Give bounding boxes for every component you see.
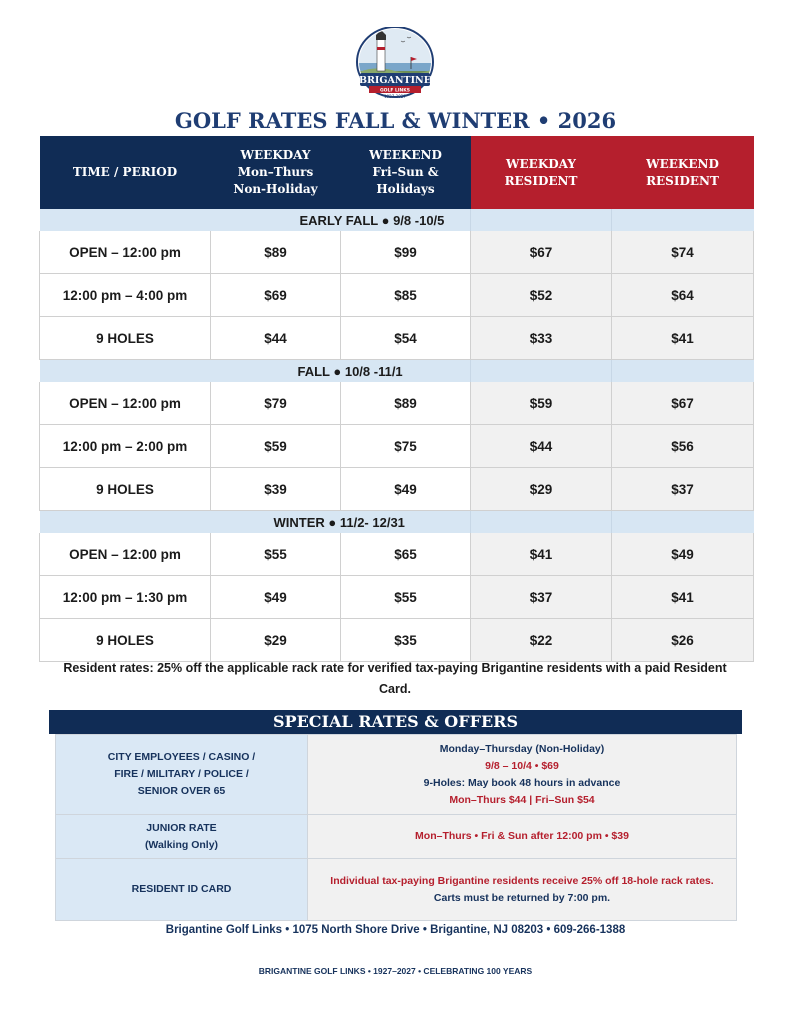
table-row <box>40 231 754 274</box>
table-row <box>40 425 754 468</box>
header-weekend: WEEKEND Fri–Sun & Holidays <box>341 136 471 209</box>
special-rates-heading: SPECIAL RATES & OFFERS <box>49 710 742 734</box>
weekend-rate: $65 <box>341 533 471 576</box>
table-row <box>40 274 754 317</box>
weekday-rate: $89 <box>211 231 341 274</box>
weekend-rate: $75 <box>341 425 471 468</box>
period-cell: OPEN – 12:00 pm <box>40 231 211 274</box>
table-row <box>40 317 754 360</box>
period-cell: 9 HOLES <box>40 468 211 511</box>
weekend-resident-rate: $41 <box>612 317 754 360</box>
weekday-resident-rate: $67 <box>471 231 612 274</box>
section-row <box>40 209 754 231</box>
golf-rates-table <box>39 136 754 662</box>
header-weekday: WEEKDAY Mon–Thurs Non-Holiday <box>211 136 341 209</box>
period-cell: OPEN – 12:00 pm <box>40 533 211 576</box>
logo-sub: GOLF LINKS <box>379 88 411 94</box>
weekend-rate: $99 <box>341 231 471 274</box>
weekday-rate: $79 <box>211 382 341 425</box>
header-weekday-resident: WEEKDAY RESIDENT <box>471 136 612 209</box>
weekday-resident-rate: $52 <box>471 274 612 317</box>
city-employees-label: CITY EMPLOYEES / CASINO / FIRE / MILITARY / POLICE / SENIOR OVER 65 <box>56 735 308 815</box>
weekday-resident-rate: $37 <box>471 576 612 619</box>
section-label-fall: FALL ● 10/8 -11/1 <box>40 360 471 383</box>
address-line: Brigantine Golf Links • 1075 North Shore Drive • Brigantine, NJ 08203 • 609-266-1388 <box>165 924 626 936</box>
special-row-junior <box>56 815 737 859</box>
weekend-rate: $89 <box>341 382 471 425</box>
logo-years: 1927-2027 <box>384 94 406 99</box>
weekday-rate: $69 <box>211 274 341 317</box>
section-label-winter: WINTER ● 11/2- 12/31 <box>40 511 471 534</box>
resident-rates-note: Resident rates: 25% off the applicable rack rate for verified tax-paying Brigantine residents with a paid Resident Card. <box>63 661 727 696</box>
period-cell: 12:00 pm – 2:00 pm <box>40 425 211 468</box>
brigantine-logo <box>355 27 435 101</box>
weekend-resident-rate: $41 <box>612 576 754 619</box>
special-row-city <box>56 735 737 815</box>
weekday-resident-rate: $22 <box>471 619 612 662</box>
resident-id-label: RESIDENT ID CARD <box>56 859 308 921</box>
weekday-rate: $39 <box>211 468 341 511</box>
weekday-resident-rate: $41 <box>471 533 612 576</box>
header-weekend-resident: WEEKEND RESIDENT <box>612 136 754 209</box>
weekday-rate: $55 <box>211 533 341 576</box>
weekday-rate: $29 <box>211 619 341 662</box>
header-time-period: TIME / PERIOD <box>40 136 211 209</box>
weekend-resident-rate: $37 <box>612 468 754 511</box>
weekend-rate: $55 <box>341 576 471 619</box>
section-row <box>40 360 754 383</box>
weekday-resident-rate: $33 <box>471 317 612 360</box>
weekend-resident-rate: $49 <box>612 533 754 576</box>
period-cell: OPEN – 12:00 pm <box>40 382 211 425</box>
weekday-resident-rate: $59 <box>471 382 612 425</box>
weekday-rate: $44 <box>211 317 341 360</box>
weekend-resident-rate: $56 <box>612 425 754 468</box>
section-label-early-fall: EARLY FALL ● 9/8 -10/5 <box>40 209 471 231</box>
page-title: GOLF RATES FALL & WINTER • 2026 <box>174 108 617 133</box>
table-row <box>40 468 754 511</box>
footer-text: BRIGANTINE GOLF LINKS • 1927–2027 • CELEBRATING 100 YEARS <box>258 966 533 976</box>
weekend-resident-rate: $64 <box>612 274 754 317</box>
weekday-rate: $59 <box>211 425 341 468</box>
weekend-rate: $49 <box>341 468 471 511</box>
weekend-rate: $54 <box>341 317 471 360</box>
weekday-resident-rate: $44 <box>471 425 612 468</box>
section-row <box>40 511 754 534</box>
period-cell: 12:00 pm – 4:00 pm <box>40 274 211 317</box>
weekend-resident-rate: $74 <box>612 231 754 274</box>
table-row <box>40 533 754 576</box>
period-cell: 9 HOLES <box>40 619 211 662</box>
period-cell: 9 HOLES <box>40 317 211 360</box>
weekend-rate: $85 <box>341 274 471 317</box>
special-rates-table <box>55 734 737 921</box>
junior-rate-details: Mon–Thurs • Fri & Sun after 12:00 pm • $39 <box>308 815 737 859</box>
weekday-resident-rate: $29 <box>471 468 612 511</box>
city-employees-details: Monday–Thursday (Non-Holiday) 9/8 – 10/4 • $69 9-Holes: May book 48 hours in advance Mon–Thurs $44 | Fri–Sun $54 <box>308 735 737 815</box>
table-row <box>40 619 754 662</box>
junior-rate-label: JUNIOR RATE (Walking Only) <box>56 815 308 859</box>
special-row-resident-id <box>56 859 737 921</box>
weekend-rate: $35 <box>341 619 471 662</box>
table-row <box>40 576 754 619</box>
weekend-resident-rate: $67 <box>612 382 754 425</box>
period-cell: 12:00 pm – 1:30 pm <box>40 576 211 619</box>
logo-name: BRIGANTINE <box>359 75 431 86</box>
weekday-rate: $49 <box>211 576 341 619</box>
table-row <box>40 382 754 425</box>
weekend-resident-rate: $26 <box>612 619 754 662</box>
resident-id-details: Individual tax-paying Brigantine residents receive 25% off 18-hole rack rates. Carts must be returned by 7:00 pm. <box>308 859 737 921</box>
